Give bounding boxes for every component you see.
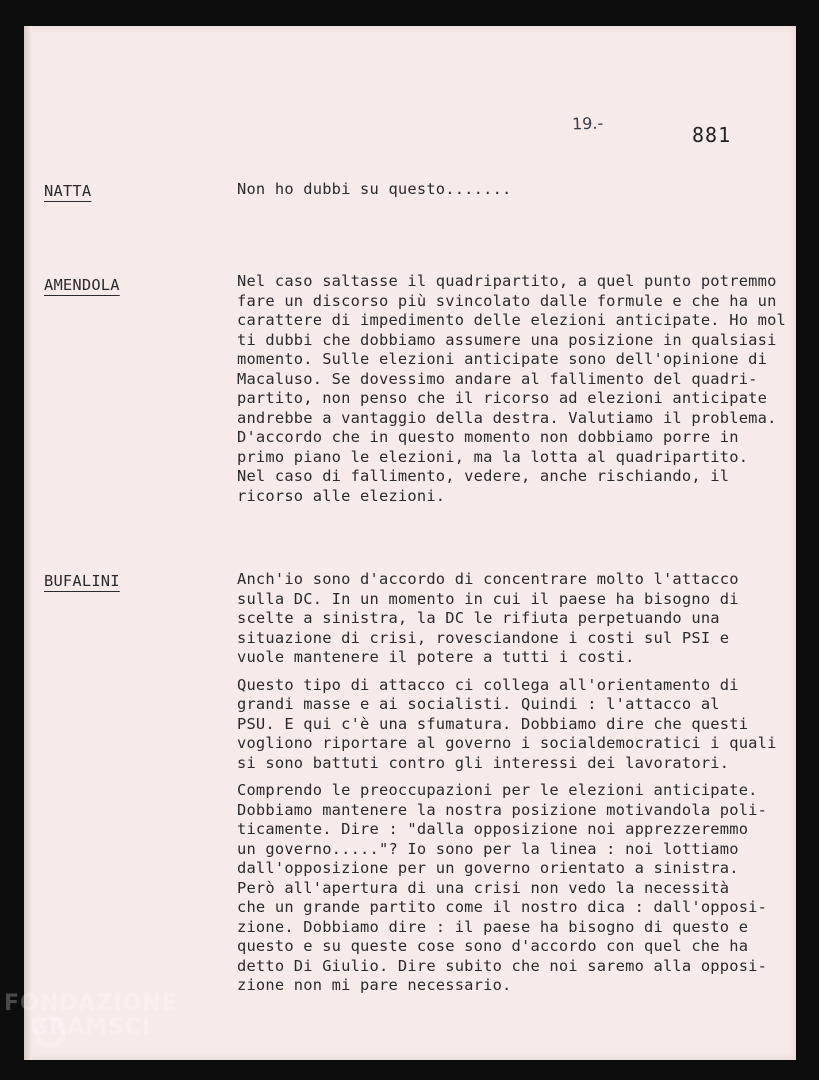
text-line: dall'opposizione per un governo orientato a sinistra. — [237, 859, 739, 877]
text-line: si sono battuti contro gli interessi dei lavoratori. — [237, 753, 730, 772]
text-line: D'accordo che in questo momento non dobbiamo porre in — [237, 428, 739, 446]
text-line: grandi masse e ai socialisti. Quindi : l'attacco al — [237, 695, 720, 713]
fondazione-gramsci-watermark — [4, 992, 178, 1040]
speaker-amendola: AMENDOLA — [44, 276, 120, 294]
text-line: che un grande partito come il nostro dica : dall'opposi- — [237, 898, 768, 916]
text-line: momento. Sulle elezioni anticipate sono dell'opinione di — [237, 350, 768, 368]
paragraph — [237, 180, 792, 200]
text-line: scelte a sinistra, la DC le rifiuta perpetuando una — [237, 609, 720, 627]
text-line: ticamente. Dire : "dalla opposizione noi apprezzeremmo — [237, 820, 749, 838]
text-line: Dobbiamo mantenere la nostra posizione motivandola poli- — [237, 800, 768, 819]
text-line: zione. Dobbiamo dire : il paese ha bisogno di questo e — [237, 917, 749, 936]
text-line: primo piano le elezioni, ma la lotta al quadripartito. — [237, 447, 749, 466]
text-line: PSU. E qui c'è una sfumatura. Dobbiamo dire che questi — [237, 714, 749, 733]
text-line: Nel caso saltasse il quadripartito, a quel punto potremmo — [237, 272, 777, 290]
text-line: fare un discorso più svincolato dalle formule e che ha un — [237, 291, 777, 310]
text-line: Comprendo le preoccupazioni per le elezioni anticipate. — [237, 781, 758, 799]
watermark-line-1: FONDAZIONE — [4, 991, 178, 1016]
paper-edge — [24, 26, 32, 1060]
statement-bufalini — [237, 570, 792, 1004]
text-line: ricorso alle elezioni. — [237, 486, 446, 505]
text-line: zione non mi pare necessario. — [237, 976, 512, 994]
text-line: Questo tipo di attacco ci collega all'orientamento di — [237, 675, 739, 694]
paragraph — [237, 272, 792, 506]
text-line: carattere di impedimento delle elezioni anticipate. Ho mol — [237, 311, 787, 329]
paragraph — [237, 781, 792, 996]
paragraph — [237, 570, 792, 668]
text-line: Nel caso di fallimento, vedere, anche rischiando, il — [237, 467, 730, 485]
text-line: sulla DC. In un momento in cui il paese ha bisogno di — [237, 589, 739, 608]
text-line: situazione di crisi, rovesciandone i costi sul PSI e — [237, 628, 730, 647]
speaker-bufalini: BUFALINI — [44, 572, 120, 590]
text-line: vuole mantenere il potere a tutti i costi. — [237, 648, 635, 666]
statement-natta — [237, 180, 792, 208]
paragraph — [237, 676, 792, 774]
page-number: 881 — [692, 123, 732, 147]
text-line: Però all'apertura di una crisi non vedo la necessità — [237, 878, 730, 897]
text-line: Non ho dubbi su questo....... — [237, 180, 512, 198]
text-line: vogliono riportare al governo i socialdemocratici i quali — [237, 734, 777, 752]
text-line: Macaluso. Se dovessimo andare al fallimento del quadri- — [237, 369, 758, 388]
logo-circle-icon — [34, 1016, 66, 1048]
text-line: andrebbe a vantaggio della destra. Valutiamo il problema. — [237, 408, 777, 427]
text-line: detto Di Giulio. Dire subito che noi saremo alla opposi- — [237, 956, 768, 975]
text-line: ti dubbi che dobbiamo assumere una posizione in qualsiasi — [237, 330, 777, 349]
text-line: un governo....."? Io sono per la linea : noi lottiamo — [237, 839, 739, 858]
handwritten-page-mark: 19.- — [571, 113, 604, 134]
text-line: partito, non penso che il ricorso ad elezioni anticipate — [237, 389, 768, 407]
text-line: questo e su queste cose sono d'accordo con quel che ha — [237, 937, 749, 955]
watermark-line-2: GRAMSCI — [30, 1015, 152, 1040]
statement-amendola — [237, 272, 792, 514]
speaker-natta: NATTA — [44, 182, 92, 200]
text-line: Anch'io sono d'accordo di concentrare molto l'attacco — [237, 570, 739, 588]
